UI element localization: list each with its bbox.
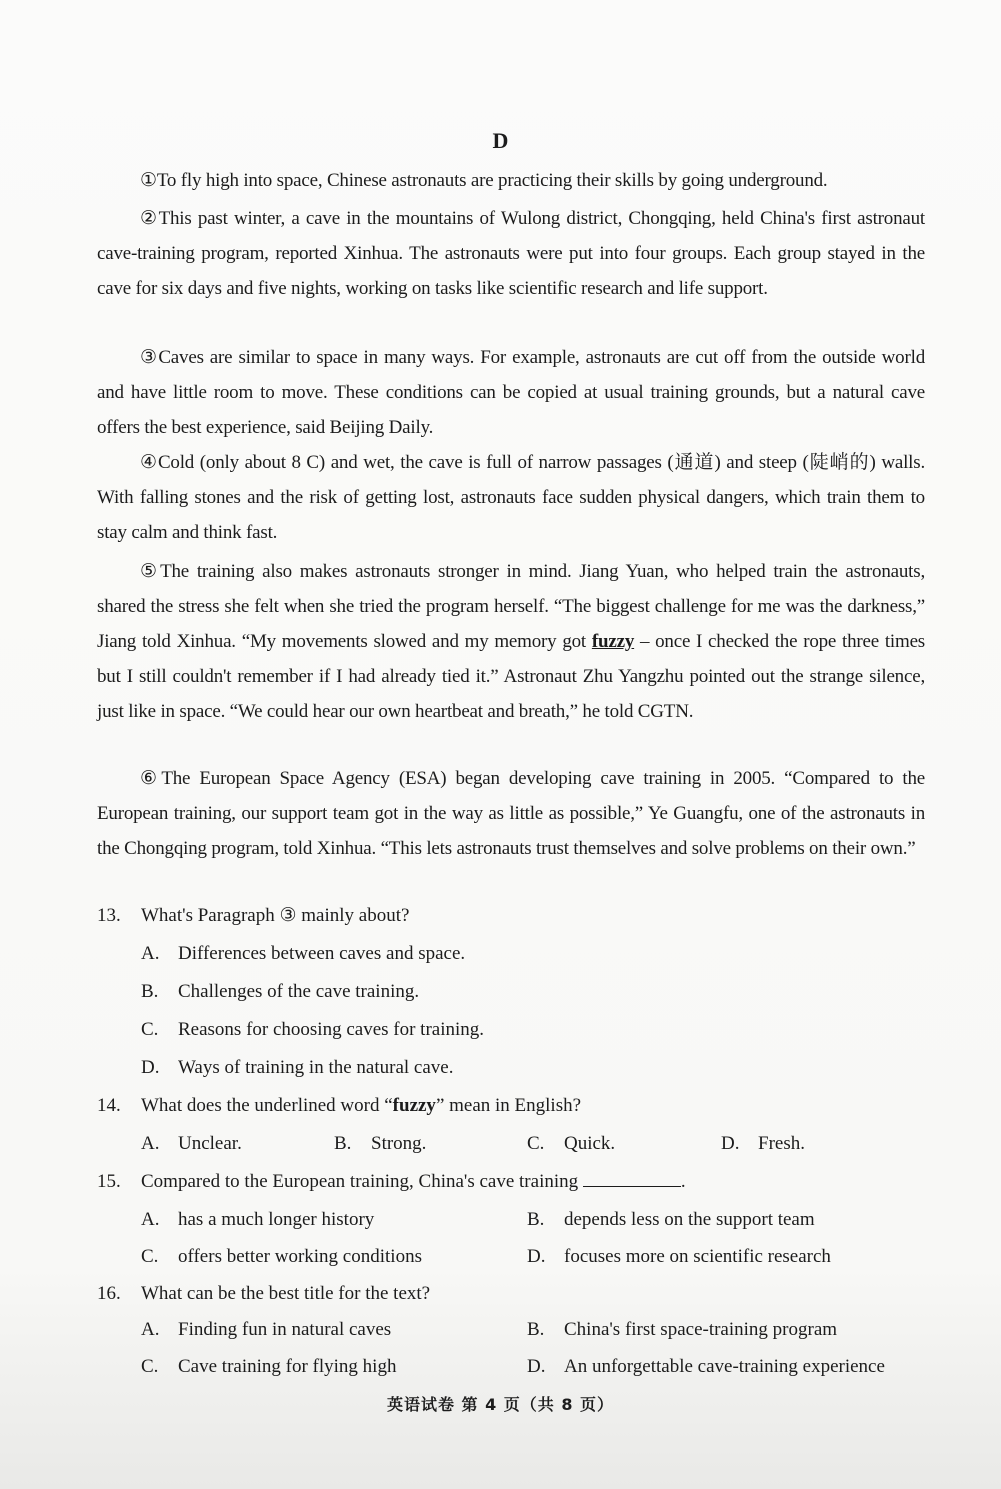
- option-letter: A.: [141, 1133, 160, 1154]
- option-letter: D.: [527, 1356, 546, 1377]
- question-14: [97, 1091, 937, 1121]
- option-text: Challenges of the cave training.: [178, 981, 420, 1002]
- option-text: has a much longer history: [178, 1209, 375, 1230]
- option-text: Fresh.: [758, 1133, 805, 1154]
- q16-option-a[interactable]: [141, 1315, 391, 1345]
- q13-option-c[interactable]: [141, 1015, 484, 1045]
- option-text: offers better working conditions: [178, 1246, 422, 1267]
- question-text: What can be the best title for the text?: [141, 1283, 431, 1304]
- option-letter: B.: [334, 1133, 352, 1154]
- paragraph-5: [97, 554, 925, 729]
- q15-option-d[interactable]: [527, 1242, 831, 1272]
- option-letter: B.: [527, 1319, 545, 1340]
- option-letter: B.: [527, 1209, 545, 1230]
- option-text: Reasons for choosing caves for training.: [178, 1019, 485, 1040]
- option-letter: D.: [721, 1133, 740, 1154]
- option-letter: A.: [141, 943, 160, 964]
- question-text-before: What does the underlined word “: [141, 1095, 393, 1116]
- q14-option-a[interactable]: [141, 1129, 242, 1159]
- option-letter: B.: [141, 981, 159, 1002]
- option-text: focuses more on scientific research: [564, 1246, 831, 1267]
- question-text-end: .: [680, 1171, 686, 1192]
- option-text: Cave training for flying high: [178, 1356, 397, 1377]
- option-text: An unforgettable cave-training experience: [564, 1356, 885, 1377]
- paragraph-5-text-after: – once I checked the rope three times but I still couldn't remember if I had already tied it.” Astronaut Zhu Yangzhu pointed out the strange silence, just like in space. “We could hear our own heartbeat and breath,” he told CGTN.: [97, 631, 925, 722]
- question-text-after: ” mean in English?: [435, 1095, 582, 1116]
- option-text: Finding fun in natural caves: [178, 1319, 392, 1340]
- q13-option-d[interactable]: [141, 1053, 453, 1083]
- q13-option-b[interactable]: [141, 977, 419, 1007]
- q14-option-b[interactable]: [334, 1129, 426, 1159]
- section-title: D: [492, 128, 509, 153]
- q14-option-d[interactable]: [721, 1129, 805, 1159]
- question-number: 14.: [97, 1095, 121, 1116]
- paragraph-1: ①To fly high into space, Chinese astronauts are practicing their skills by going underground.: [140, 170, 828, 191]
- q16-option-b[interactable]: [527, 1315, 837, 1345]
- paragraph-2: ②This past winter, a cave in the mountains of Wulong district, Chongqing, held China's first astronaut cave-training program, reported Xinhua. The astronauts were put into four groups. Each group stayed in the cave for six days and five nights, working on tasks like scientific research and life support.: [97, 208, 925, 299]
- option-letter: D.: [141, 1057, 160, 1078]
- question-number: 13.: [97, 905, 121, 926]
- option-text: Strong.: [371, 1133, 427, 1154]
- q13-option-a[interactable]: [141, 939, 465, 969]
- option-text: Quick.: [564, 1133, 616, 1154]
- option-letter: C.: [141, 1246, 159, 1267]
- paragraph-5-text-before: ⑤The training also makes astronauts stronger in mind. Jiang Yuan, who helped train the astronauts, shared the stress she felt when she tried the program herself. “The biggest challenge for me was the darkness,” Jiang told Xinhua. “My movements slowed and my memory got: [97, 561, 925, 652]
- option-letter: A.: [141, 1209, 160, 1230]
- answer-blank[interactable]: [583, 1168, 681, 1187]
- paragraph-6: ⑥The European Space Agency (ESA) began developing cave training in 2005. “Compared to the European training, our support team got in the way as little as possible,” Ye Guangfu, one of the astronauts in the Chongqing program, told Xinhua. “This lets astronauts trust themselves and solve problems on their own.”: [97, 768, 925, 859]
- option-text: Differences between caves and space.: [178, 943, 466, 964]
- option-text: Ways of training in the natural cave.: [178, 1057, 454, 1078]
- q15-option-c[interactable]: [141, 1242, 422, 1272]
- option-text: China's first space-training program: [564, 1319, 838, 1340]
- question-number: 15.: [97, 1171, 121, 1192]
- question-text: Compared to the European training, China's cave training: [141, 1171, 579, 1192]
- option-letter: C.: [141, 1019, 159, 1040]
- question-text: What's Paragraph ③ mainly about?: [141, 905, 410, 926]
- paragraph-3: ③Caves are similar to space in many ways. For example, astronauts are cut off from the outside world and have little room to move. These conditions can be copied at usual training grounds, but a natural cave offers the best experience, said Beijing Daily.: [97, 347, 925, 438]
- question-13: [97, 901, 937, 931]
- q15-option-b[interactable]: [527, 1205, 815, 1235]
- option-letter: C.: [527, 1133, 545, 1154]
- paragraph-4: ④Cold (only about 8 C) and wet, the cave is full of narrow passages (通道) and steep (陡峭的) walls. With falling stones and the risk of getting lost, astronauts face sudden physical dangers, which train them to stay calm and think fast.: [97, 452, 925, 543]
- underlined-word: fuzzy: [591, 631, 635, 652]
- question-text-bold: fuzzy: [392, 1095, 436, 1116]
- option-letter: D.: [527, 1246, 546, 1267]
- option-text: Unclear.: [178, 1133, 242, 1154]
- q14-option-c[interactable]: [527, 1129, 615, 1159]
- option-text: depends less on the support team: [564, 1209, 815, 1230]
- option-letter: C.: [141, 1356, 159, 1377]
- question-15: [97, 1167, 937, 1197]
- question-16: [97, 1279, 937, 1309]
- option-letter: A.: [141, 1319, 160, 1340]
- q16-option-c[interactable]: [141, 1352, 396, 1382]
- question-number: 16.: [97, 1283, 121, 1304]
- q16-option-d[interactable]: [527, 1352, 885, 1382]
- q15-option-a[interactable]: [141, 1205, 374, 1235]
- page-footer: 英语试卷 第 4 页（共 8 页）: [386, 1395, 615, 1414]
